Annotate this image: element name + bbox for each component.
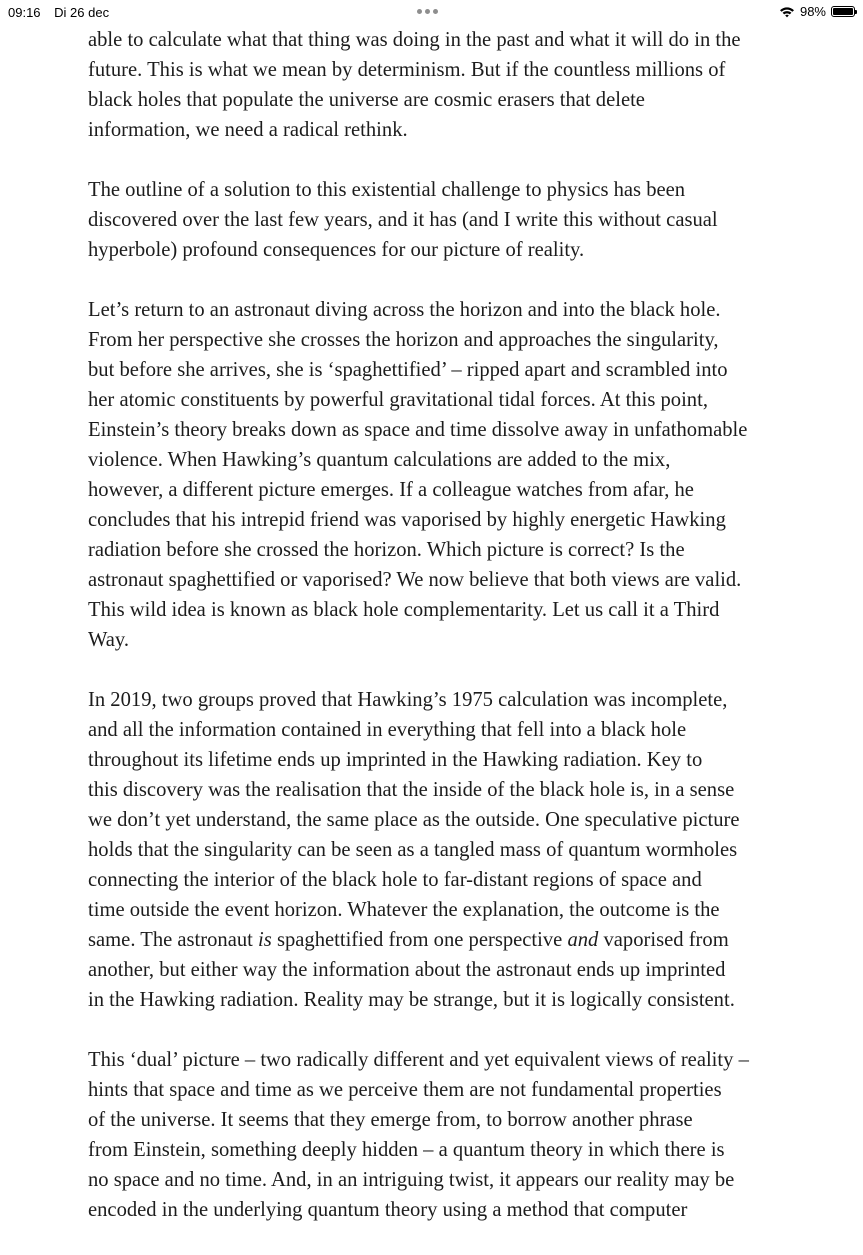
paragraph-segment: spaghettified from one perspective xyxy=(271,929,568,951)
dot xyxy=(425,9,430,14)
reader-content xyxy=(88,25,788,1255)
paragraph: The outline of a solution to this existential challenge to physics has been discovered over the last few years, and it has (and I write this without casual hyperbole) profound consequences for our picture of reality. xyxy=(88,179,718,261)
emphasis-is: is xyxy=(258,929,272,951)
status-left xyxy=(8,5,119,20)
battery-level xyxy=(833,8,853,15)
dot xyxy=(433,9,438,14)
paragraph: Let’s return to an astronaut diving across the horizon and into the black hole. From her perspective she crosses the horizon and approaches the singularity, but before she arrives, she is ‘spaghettified’ – ripped apart and scrambled into her atomic constituents by powerful gravitational tidal forces. At this point, Einstein’s theory breaks down as space and time dissolve away in unfathomable violence. When Hawking’s quantum calculations are added to the mix, however, a different picture emerges. If a colleague watches from afar, he concludes that his intrepid friend was vaporised by highly energetic Hawking radiation before she crossed the horizon. Which picture is correct? Is the astronaut spaghettified or vaporised? We now believe that both views are valid. This wild idea is known as black hole complementarity. Let us call it a Third Way. xyxy=(88,299,748,651)
more-dots-icon[interactable] xyxy=(417,9,438,14)
status-date: Di 26 dec xyxy=(54,5,110,20)
status-right xyxy=(779,4,855,19)
emphasis-and: and xyxy=(567,929,599,951)
paragraph: able to calculate what that thing was doing in the past and what it will do in the future. This is what we mean by determinism. But if the countless millions of black holes that populate the universe are cosmic erasers that delete information, we need a radical rethink. xyxy=(88,29,741,141)
paragraph-segment: In 2019, two groups proved that Hawking’s 1975 calculation was incomplete, and all the information contained in everything that fell into a black hole throughout its lifetime ends up imprinted in the Hawking radiation. Key to this discovery was the realisation that the inside of the black hole is, in a sense we don’t yet understand, the same place as the outside. One speculative picture holds that the singularity can be seen as a tangled mass of quantum wormholes connecting the interior of the black hole to far-distant regions of space and time outside the event horizon. Whatever the explanation, the outcome is the same. The astronaut xyxy=(88,689,740,951)
paragraph-segment: vaporised from another, but either way the information about the astronaut ends up imprinted in the Hawking radiation. Reality may be strange, but it is logically consistent. xyxy=(88,929,735,1011)
battery-percent: 98% xyxy=(799,4,826,19)
paragraph xyxy=(88,685,788,1015)
wifi-icon xyxy=(779,6,795,18)
paragraph: This ‘dual’ picture – two radically different and yet equivalent views of reality – hints that space and time as we perceive them are not fundamental properties of the universe. It seems that they emerge from, to borrow another phrase from Einstein, something deeply hidden – a quantum theory in which there is no space and no time. And, in an intriguing twist, it appears our reality may be encoded in the underlying quantum theory using a method that computer xyxy=(88,1049,749,1221)
status-time: 09:16 xyxy=(8,5,41,20)
dot xyxy=(417,9,422,14)
status-bar xyxy=(0,0,863,26)
battery-icon xyxy=(831,6,855,17)
